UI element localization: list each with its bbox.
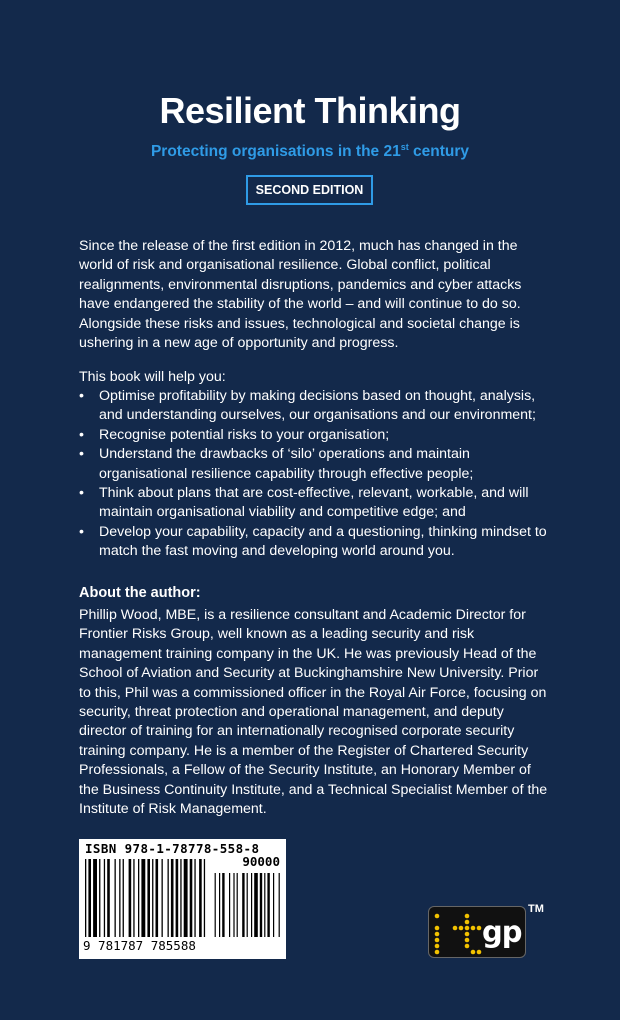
bullet-icon: • (79, 523, 84, 540)
list-item (79, 426, 549, 445)
dotted-it-logo-icon (431, 908, 485, 958)
book-title: Resilient Thinking (159, 90, 461, 131)
subtitle-end: century (408, 143, 470, 161)
intro-paragraph: Since the release of the first edition in 2012, much has changed in the world of risk and organisational resilience. Global conflict, political realignments, environmental disruptions, pandemics and cyber attacks have endangered the stability of the world – and will continue to do so. Alongside these risks and issues, technological and societal change is ushering in a new age of opportunity and progress. (79, 238, 522, 352)
subtitle-main: Protecting organisations in the 21 (150, 143, 401, 161)
list-item-text: Optimise profitability by making decisions based on thought, analysis, and understanding ourselves, our organisations and our environment; (99, 388, 536, 424)
barcode-number: 9 781787 785588 (83, 938, 196, 953)
bullet-icon: • (79, 426, 84, 443)
isbn-text: ISBN 978-1-78778-558-8 (85, 841, 260, 856)
edition-badge: SECOND EDITION (246, 175, 373, 205)
itgp-logo (428, 906, 526, 958)
list-item-text: Think about plans that are cost-effective, relevant, workable, and will maintain organisational viability and competitive edge; and (99, 485, 529, 521)
author-bio: Phillip Wood, MBE, is a resilience consultant and Academic Director for Frontier Risks Group, well known as a leading security and risk management training company in the UK. He was previously Head of the School of Aviation and Security at Buckinghamshire New University. Prior to this, Phil was a commissioned officer in the Royal Air Force, focusing on security, threat protection and operational management, and deputy director of training for an internationally recognised corporate security training company. He is a member of the Register of Chartered Security Professionals, a Fellow of the Security Institute, an Honorary Member of the Business Continuity Institute, and a Technical Specialist Member of the Institute of Risk Management. (79, 607, 548, 818)
trademark-mark: TM (528, 903, 544, 915)
subtitle-superscript: st (400, 142, 409, 152)
isbn-barcode (79, 839, 286, 959)
bullet-icon: • (79, 388, 84, 404)
list-item (79, 523, 549, 562)
about-author-heading: About the author: (79, 585, 201, 601)
list-item-text: Recognise potential risks to your organisation; (99, 426, 390, 443)
book-subtitle (0, 142, 620, 161)
bullet-icon: • (79, 446, 84, 463)
list-item (79, 445, 549, 484)
benefits-lead: This book will help you: (79, 369, 226, 385)
list-item (79, 387, 549, 426)
list-item (79, 484, 549, 523)
price-code: 90000 (242, 854, 280, 869)
bullet-icon: • (79, 485, 84, 502)
list-item-text: Develop your capability, capacity and a questioning, thinking mindset to match the fast moving and developing world around you. (99, 523, 547, 560)
benefits-list (79, 387, 549, 562)
logo-gp-text: gp (482, 915, 522, 949)
list-item-text: Understand the drawbacks of ‘silo’ operations and maintain organisational resilience capability through effective people; (99, 446, 474, 482)
